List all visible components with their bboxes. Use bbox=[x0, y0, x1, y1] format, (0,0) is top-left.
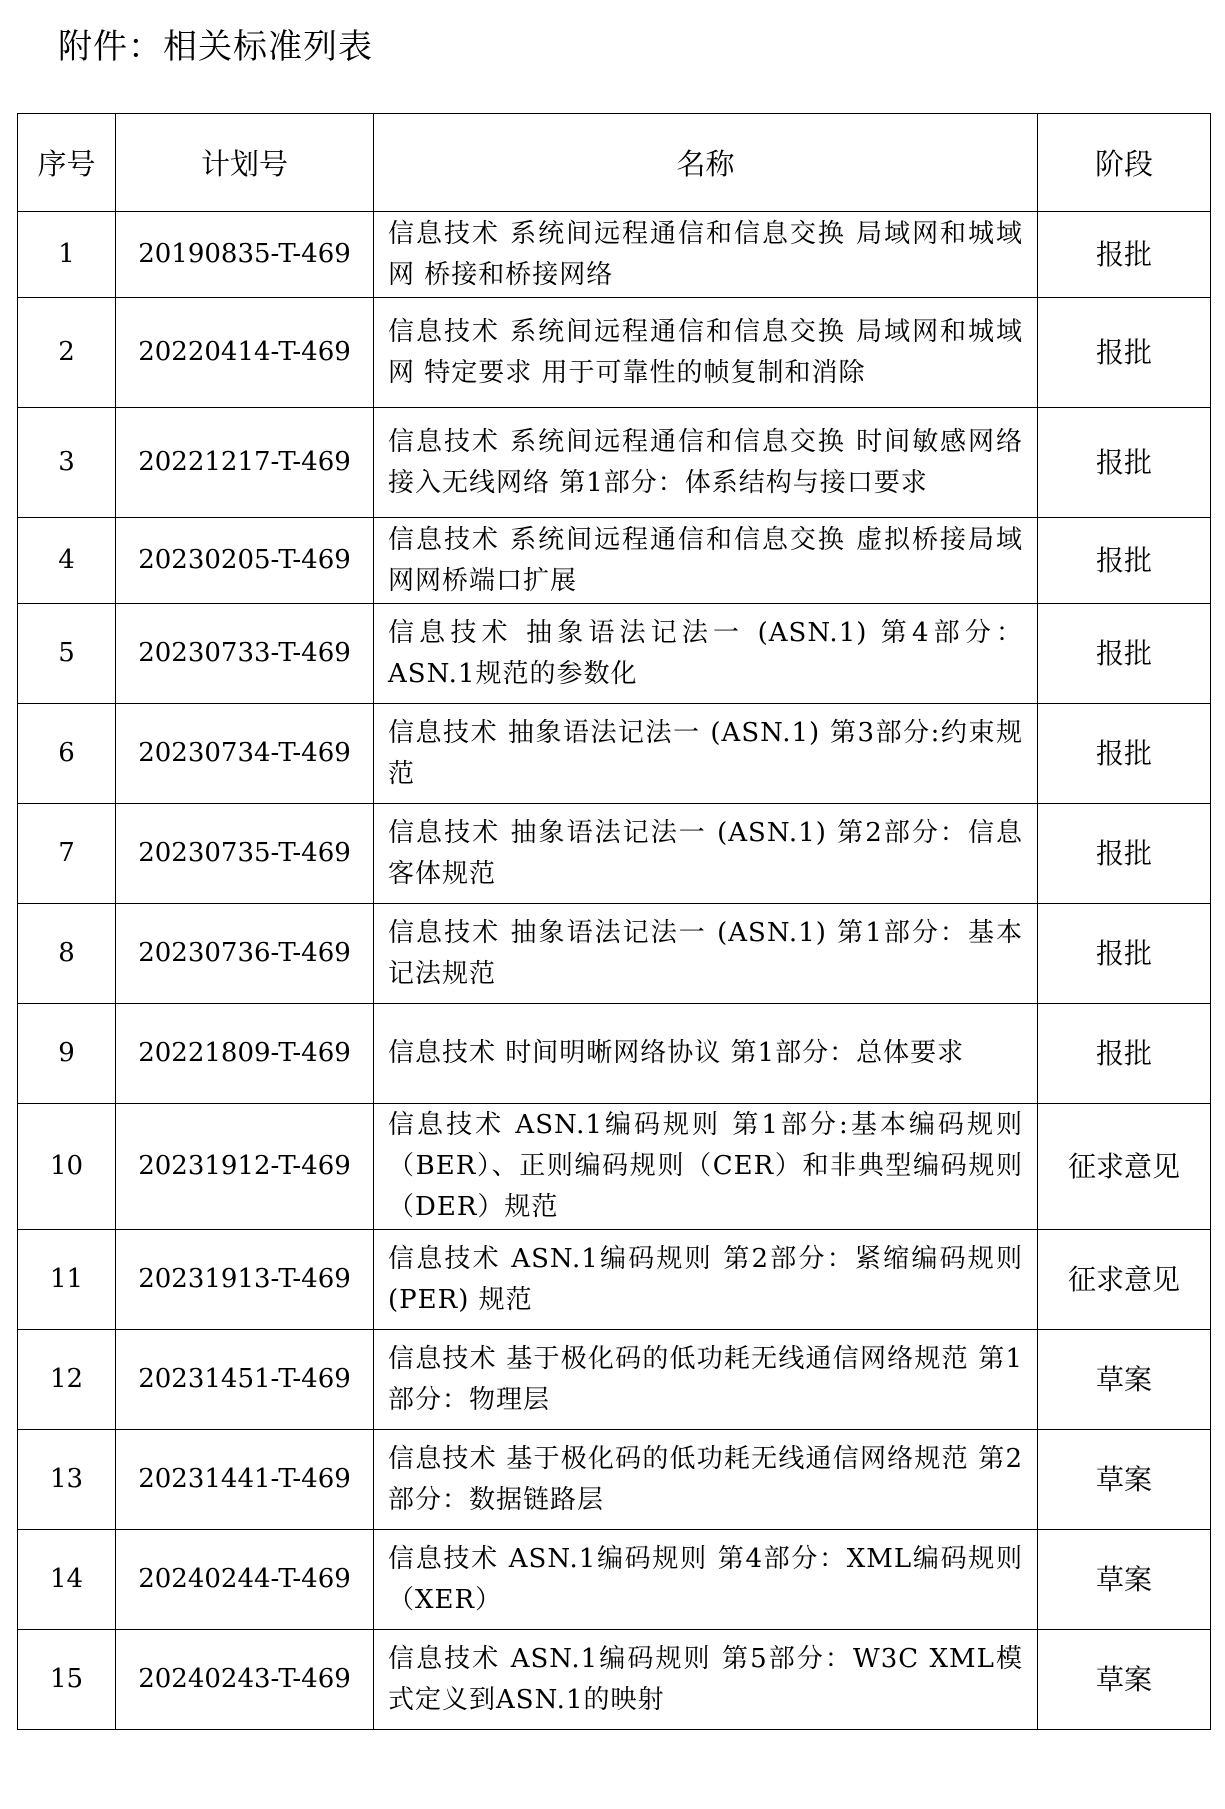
cell-stage: 报批 bbox=[1038, 1004, 1211, 1104]
cell-name bbox=[374, 1430, 1038, 1530]
cell-name-text: 信息技术 系统间远程通信和信息交换 虚拟桥接局域网网桥端口扩展 bbox=[388, 524, 1023, 596]
cell-stage: 报批 bbox=[1038, 704, 1211, 804]
cell-stage: 草案 bbox=[1038, 1330, 1211, 1430]
table-row bbox=[18, 1104, 1211, 1230]
header-stage: 阶段 bbox=[1038, 114, 1211, 212]
cell-seq: 11 bbox=[18, 1230, 116, 1330]
cell-plan-number: 20240244-T-469 bbox=[116, 1530, 374, 1630]
cell-name bbox=[374, 1230, 1038, 1330]
cell-seq: 4 bbox=[18, 518, 116, 604]
cell-name-text: 信息技术 ASN.1编码规则 第1部分:基本编码规则（BER）、正则编码规则（CER）和非典型编码规则（DER）规范 bbox=[388, 1110, 1023, 1222]
cell-plan-number: 20240243-T-469 bbox=[116, 1630, 374, 1730]
table-row bbox=[18, 1630, 1211, 1730]
cell-name-text: 信息技术 系统间远程通信和信息交换 局域网和城域网 特定要求 用于可靠性的帧复制和消除 bbox=[388, 316, 1023, 388]
cell-plan-number: 20221809-T-469 bbox=[116, 1004, 374, 1104]
cell-name bbox=[374, 804, 1038, 904]
page-title: 附件：相关标准列表 bbox=[58, 27, 373, 67]
table-row bbox=[18, 1430, 1211, 1530]
header-seq: 序号 bbox=[18, 114, 116, 212]
cell-plan-number: 20231451-T-469 bbox=[116, 1330, 374, 1430]
cell-name bbox=[374, 212, 1038, 298]
table-row bbox=[18, 804, 1211, 904]
cell-plan-number: 20230736-T-469 bbox=[116, 904, 374, 1004]
cell-name bbox=[374, 704, 1038, 804]
cell-stage: 报批 bbox=[1038, 904, 1211, 1004]
cell-stage: 征求意见 bbox=[1038, 1230, 1211, 1330]
cell-name-text: 信息技术 ASN.1编码规则 第5部分：W3C XML模式定义到ASN.1的映射 bbox=[388, 1643, 1023, 1715]
cell-name bbox=[374, 1530, 1038, 1630]
cell-name bbox=[374, 1330, 1038, 1430]
cell-name-text: 信息技术 抽象语法记法一 (ASN.1) 第1部分：基本记法规范 bbox=[388, 917, 1023, 989]
cell-stage: 报批 bbox=[1038, 518, 1211, 604]
cell-stage: 报批 bbox=[1038, 212, 1211, 298]
cell-stage: 草案 bbox=[1038, 1530, 1211, 1630]
cell-name-text: 信息技术 基于极化码的低功耗无线通信网络规范 第2部分：数据链路层 bbox=[388, 1443, 1023, 1515]
cell-name bbox=[374, 408, 1038, 518]
cell-name bbox=[374, 604, 1038, 704]
cell-name-text: 信息技术 系统间远程通信和信息交换 局域网和城域网 桥接和桥接网络 bbox=[388, 218, 1023, 290]
standards-table bbox=[17, 113, 1211, 1730]
table-row bbox=[18, 1330, 1211, 1430]
cell-name bbox=[374, 298, 1038, 408]
cell-plan-number: 20230735-T-469 bbox=[116, 804, 374, 904]
table-row bbox=[18, 298, 1211, 408]
cell-stage: 报批 bbox=[1038, 298, 1211, 408]
cell-seq: 5 bbox=[18, 604, 116, 704]
cell-seq: 3 bbox=[18, 408, 116, 518]
cell-plan-number: 20190835-T-469 bbox=[116, 212, 374, 298]
cell-name bbox=[374, 1104, 1038, 1230]
cell-name-text: 信息技术 时间明晰网络协议 第1部分：总体要求 bbox=[388, 1038, 965, 1068]
cell-plan-number: 20230733-T-469 bbox=[116, 604, 374, 704]
cell-name-text: 信息技术 基于极化码的低功耗无线通信网络规范 第1部分：物理层 bbox=[388, 1343, 1023, 1415]
cell-plan-number: 20230734-T-469 bbox=[116, 704, 374, 804]
table-header-row bbox=[18, 114, 1211, 212]
cell-stage: 征求意见 bbox=[1038, 1104, 1211, 1230]
cell-seq: 13 bbox=[18, 1430, 116, 1530]
cell-seq: 9 bbox=[18, 1004, 116, 1104]
table-row bbox=[18, 904, 1211, 1004]
cell-plan-number: 20220414-T-469 bbox=[116, 298, 374, 408]
cell-name-text: 信息技术 系统间远程通信和信息交换 时间敏感网络接入无线网络 第1部分：体系结构与接口要求 bbox=[388, 426, 1023, 498]
header-plan-number: 计划号 bbox=[116, 114, 374, 212]
cell-seq: 2 bbox=[18, 298, 116, 408]
table-row bbox=[18, 1230, 1211, 1330]
cell-seq: 6 bbox=[18, 704, 116, 804]
cell-name bbox=[374, 1004, 1038, 1104]
table-row bbox=[18, 518, 1211, 604]
table-row bbox=[18, 212, 1211, 298]
table-row bbox=[18, 604, 1211, 704]
cell-seq: 8 bbox=[18, 904, 116, 1004]
cell-seq: 7 bbox=[18, 804, 116, 904]
cell-stage: 草案 bbox=[1038, 1630, 1211, 1730]
cell-name bbox=[374, 904, 1038, 1004]
cell-seq: 12 bbox=[18, 1330, 116, 1430]
cell-stage: 报批 bbox=[1038, 604, 1211, 704]
cell-seq: 1 bbox=[18, 212, 116, 298]
cell-name bbox=[374, 1630, 1038, 1730]
header-name: 名称 bbox=[374, 114, 1038, 212]
cell-name-text: 信息技术 抽象语法记法一 (ASN.1) 第4部分：ASN.1规范的参数化 bbox=[388, 617, 1023, 689]
cell-stage: 报批 bbox=[1038, 804, 1211, 904]
cell-seq: 14 bbox=[18, 1530, 116, 1630]
cell-seq: 15 bbox=[18, 1630, 116, 1730]
table-row bbox=[18, 1004, 1211, 1104]
cell-plan-number: 20231913-T-469 bbox=[116, 1230, 374, 1330]
cell-name-text: 信息技术 抽象语法记法一 (ASN.1) 第2部分：信息客体规范 bbox=[388, 817, 1023, 889]
cell-plan-number: 20221217-T-469 bbox=[116, 408, 374, 518]
cell-plan-number: 20230205-T-469 bbox=[116, 518, 374, 604]
table-row bbox=[18, 1530, 1211, 1630]
table-row bbox=[18, 704, 1211, 804]
cell-plan-number: 20231912-T-469 bbox=[116, 1104, 374, 1230]
cell-name bbox=[374, 518, 1038, 604]
cell-name-text: 信息技术 抽象语法记法一 (ASN.1) 第3部分:约束规范 bbox=[388, 717, 1023, 789]
cell-seq: 10 bbox=[18, 1104, 116, 1230]
cell-name-text: 信息技术 ASN.1编码规则 第4部分：XML编码规则（XER） bbox=[388, 1543, 1023, 1615]
cell-stage: 报批 bbox=[1038, 408, 1211, 518]
cell-plan-number: 20231441-T-469 bbox=[116, 1430, 374, 1530]
cell-stage: 草案 bbox=[1038, 1430, 1211, 1530]
table-row bbox=[18, 408, 1211, 518]
cell-name-text: 信息技术 ASN.1编码规则 第2部分：紧缩编码规则 (PER) 规范 bbox=[388, 1243, 1023, 1315]
